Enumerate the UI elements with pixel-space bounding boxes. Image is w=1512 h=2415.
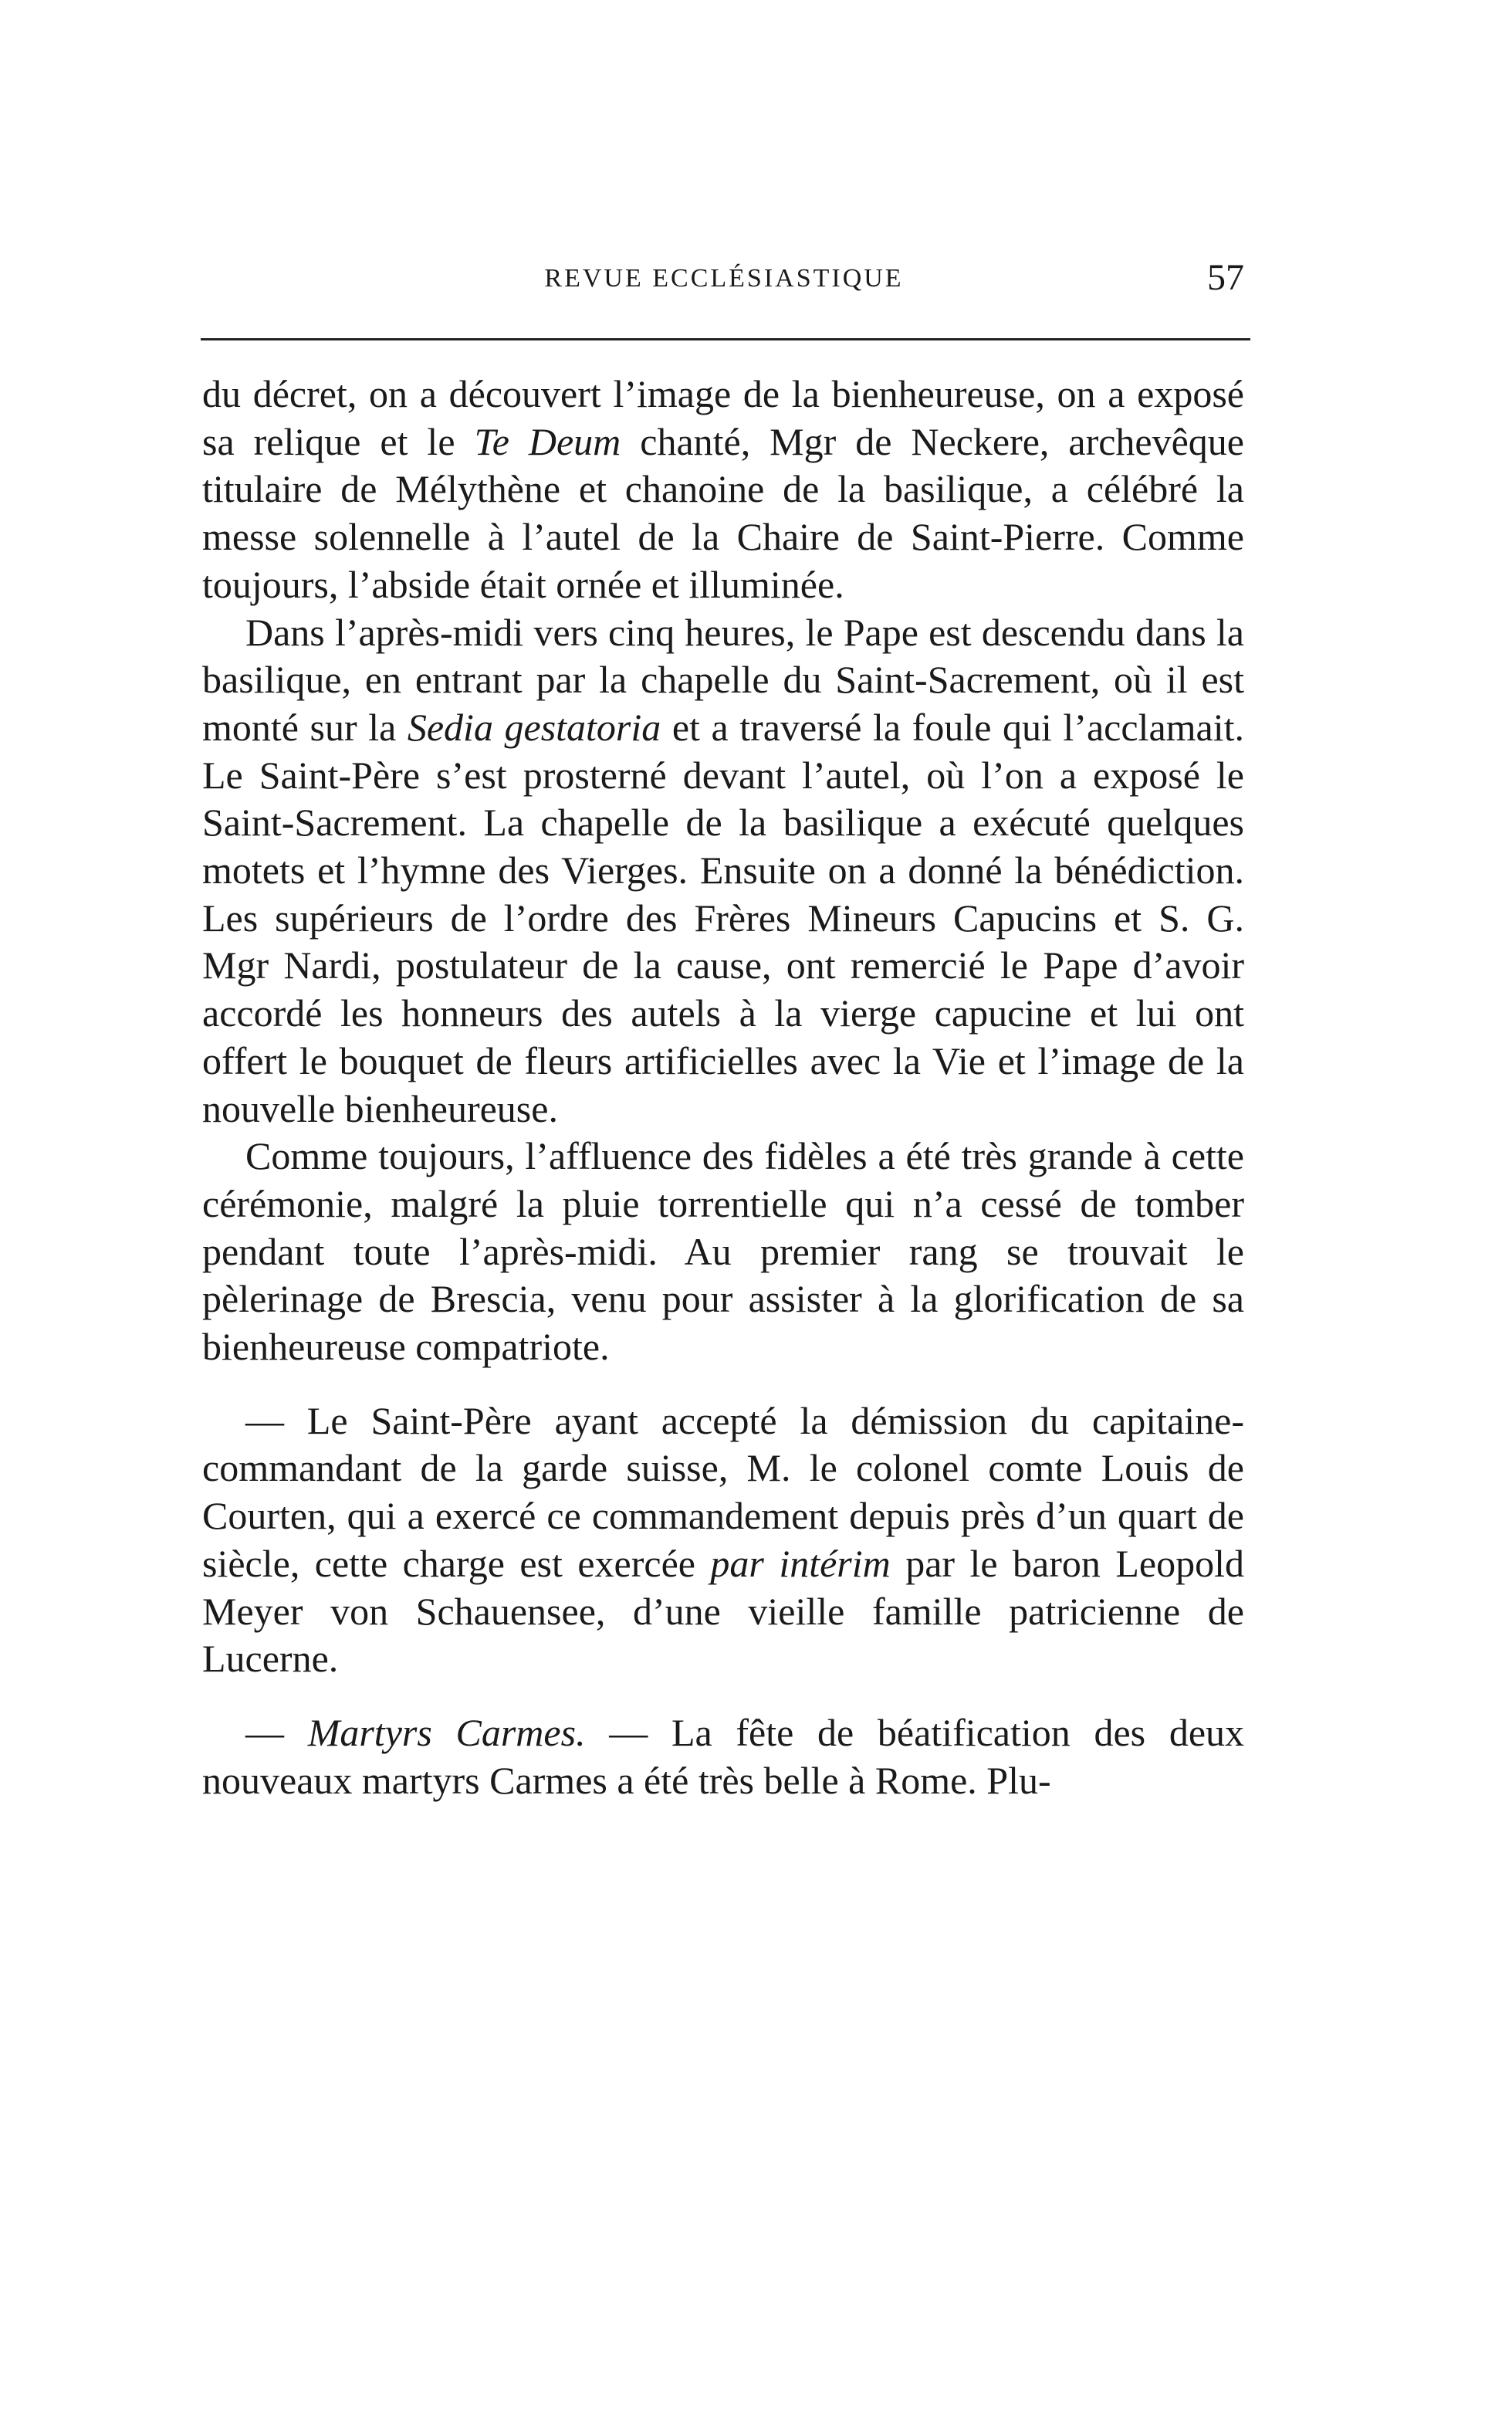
page-body bbox=[202, 371, 1244, 1804]
paragraph-2-text: Dans l’après-midi vers cinq heures, le Pape est descendu dans la basilique, en entrant par la chapelle du Saint-Sacrement, où il est monté sur la bbox=[202, 610, 1244, 749]
par-interim-italic: par intérim bbox=[710, 1541, 891, 1585]
paragraph-1-continuation: chanté, Mgr de Neckere, archevêque titulaire de Mélythène et chanoine de la basilique, a célébré la messe solennelle à l’autel de la Chaire de Saint-Pierre. Comme toujours, l’abside était ornée et illuminée. bbox=[202, 419, 1245, 606]
paragraph-4 bbox=[202, 1397, 1244, 1683]
paragraph-4-continuation: par le baron Leopold Meyer von Schauensee, d’une vieille famille patricienne de Lucerne. bbox=[202, 1541, 1244, 1681]
running-title: REVUE ECCLÉSIASTIQUE bbox=[544, 264, 904, 293]
paragraph-4-text: — Le Saint-Père ayant accepté la démission du capitaine-commandant de la garde suisse, M. le colonel comte Louis de Courten, qui a exercé ce commandement depuis près d’un quart de siècle, cette charge est exercée bbox=[202, 1398, 1244, 1585]
martyrs-carmes-italic: Martyrs Carmes. bbox=[307, 1710, 586, 1754]
paragraph-2 bbox=[202, 609, 1244, 1133]
paragraph-1-text: du décret, on a découvert l’image de la bienheureuse, on a exposé sa relique et le bbox=[202, 372, 1244, 463]
te-deum-italic: Te Deum bbox=[474, 419, 621, 463]
paragraph-3-text: Comme toujours, l’affluence des fidèles a été très grande à cette cérémonie, malgré la pluie torrentielle qui n’a cessé de tomber pendant toute l’après-midi. Au premier rang se trouvait le pèlerinage de Brescia, venu pour assister à la glorification de sa bienheureuse compatriote. bbox=[202, 1134, 1244, 1369]
sedia-gestatoria-italic: Sedia gestatoria bbox=[407, 705, 661, 749]
page-number: 57 bbox=[1207, 257, 1244, 298]
paragraph-2-continuation: et a traversé la foule qui l’acclamait. Le Saint-Père s’est prosterné devant l’autel, où l’on a exposé le Saint-Sacrement. La chapelle de la basilique a exécuté quelques motets et l’hymne des Vierges. Ensuite on a donné la bénédiction. Les supérieurs de l’ordre des Frères Mineurs Capucins et S. G. Mgr Nardi, postulateur de la cause, ont remercié le Pape d’avoir accordé les honneurs des autels à la vierge capucine et lui ont offert le bouquet de fleurs artificielles avec la Vie et l’image de la nouvelle bienheureuse. bbox=[202, 705, 1245, 1130]
paragraph-5 bbox=[202, 1709, 1244, 1804]
page-header bbox=[204, 257, 1244, 307]
header-rule bbox=[201, 338, 1250, 340]
paragraph-1 bbox=[202, 371, 1244, 609]
paragraph-5-dash: — bbox=[245, 1710, 284, 1754]
paragraph-5-continuation: — La fête de béatification des deux nouveaux martyrs Carmes a été très belle à Rome. Plu- bbox=[202, 1710, 1245, 1802]
paragraph-3 bbox=[202, 1133, 1244, 1371]
